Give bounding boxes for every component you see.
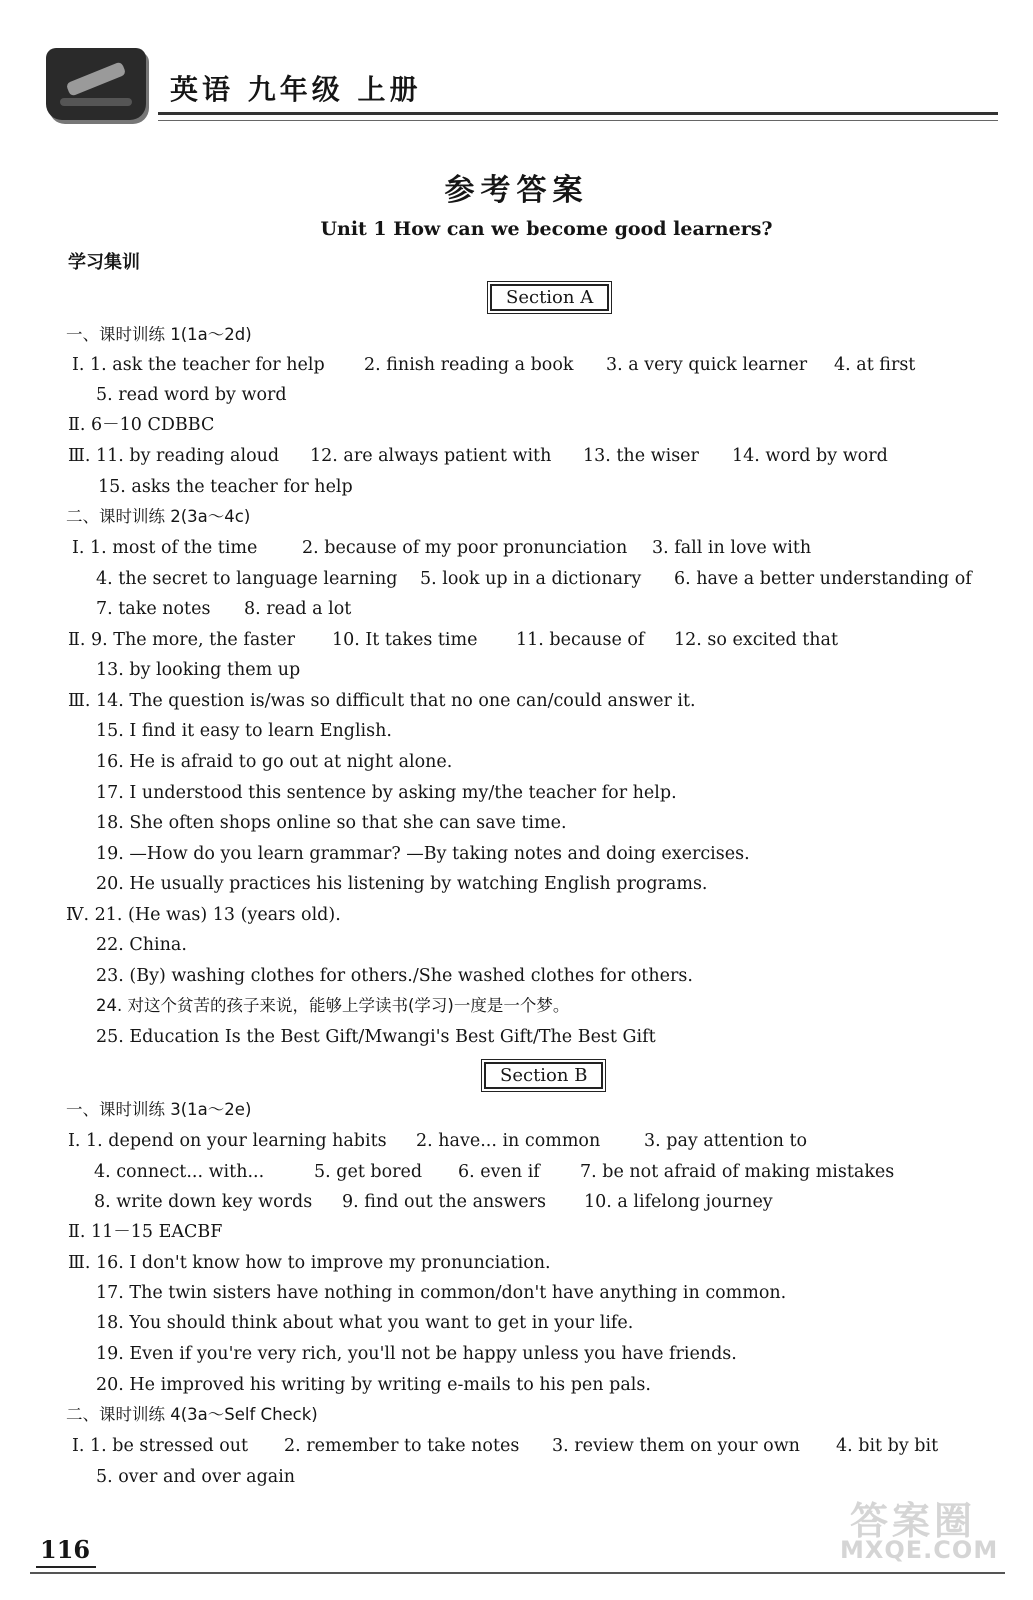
answer-item: 9. find out the answers [342,1192,546,1212]
answer-item: Ⅳ. 21. (He was) 13 (years old). [66,905,341,925]
answer-item: 8. read a lot [244,599,352,619]
unit-title: Unit 1 How can we become good learners? [320,218,773,240]
answer-item: 24. 对这个贫苦的孩子来说，能够上学读书(学习)一度是一个梦。 [96,996,570,1015]
answer-item: 5. get bored [314,1162,423,1182]
answer-item: 2. because of my poor pronunciation [302,538,628,558]
answer-item: Ⅱ. 11－15 EACBF [68,1222,223,1242]
section-b-label: Section B [484,1062,603,1089]
page-header [40,40,1000,130]
header-rule [158,112,998,115]
answer-item: 17. The twin sisters have nothing in common/don't have anything in common. [96,1283,787,1303]
part-label: 学习集训 [68,252,140,273]
answer-item: Ⅰ. 1. depend on your learning habits [68,1131,387,1151]
answer-item: 18. She often shops online so that she can save time. [96,813,567,833]
book-logo-icon [46,48,146,120]
answer-item: 11. because of [516,630,645,650]
answer-item: 20. He usually practices his listening by watching English programs. [96,874,708,894]
answer-item: 14. word by word [732,446,888,466]
answer-item: Ⅰ. 1. ask the teacher for help [72,355,325,375]
answer-item: 16. He is afraid to go out at night alone. [96,752,453,772]
answer-item: 8. write down key words [94,1192,313,1212]
answer-item: Ⅱ. 9. The more, the faster [68,630,295,650]
answer-item: 3. fall in love with [652,538,812,558]
watermark [840,1490,1010,1570]
answer-item: 19. Even if you're very rich, you'll not be happy unless you have friends. [96,1344,737,1364]
answer-item: 4. bit by bit [836,1436,939,1456]
answer-item: 20. He improved his writing by writing e-mails to his pen pals. [96,1375,651,1395]
answer-item: Ⅱ. 6－10 CDBBC [68,415,215,435]
page-title: 参考答案 [444,173,589,208]
footer-rule [30,1572,1005,1574]
answer-item: 3. pay attention to [644,1131,808,1151]
page-number: 116 [40,1535,91,1564]
answer-item: 15. I find it easy to learn English. [96,721,392,741]
answer-item: Ⅰ. 1. most of the time [72,538,258,558]
answer-item: 5. read word by word [96,385,287,405]
answer-item: 15. asks the teacher for help [98,477,353,497]
answer-item: 2. finish reading a book [364,355,574,375]
answer-item: Ⅰ. 1. be stressed out [72,1436,249,1456]
answer-item: 25. Education Is the Best Gift/Mwangi's Best Gift/The Best Gift [96,1027,656,1047]
watermark-text: 答案圈 [850,1499,977,1543]
answer-item: 12. are always patient with [310,446,552,466]
section-a-label: Section A [490,284,609,311]
lesson-1-heading: 一、课时训练 1(1a～2d) [66,325,252,344]
answer-item: 18. You should think about what you want to get in your life. [96,1313,634,1333]
answer-item: 13. by looking them up [96,660,301,680]
answer-item: 17. I understood this sentence by asking my/the teacher for help. [96,783,677,803]
answer-item: 10. a lifelong journey [584,1192,773,1212]
lesson-3-heading: 一、课时训练 3(1a～2e) [66,1100,252,1119]
answer-item: 7. be not afraid of making mistakes [580,1162,895,1182]
watermark-url: MXQE.COM [840,1536,999,1564]
answer-item: Ⅲ. 11. by reading aloud [68,446,280,466]
answer-item: 5. over and over again [96,1467,296,1487]
answer-item: 4. connect... with... [94,1162,265,1182]
answer-item: 7. take notes [96,599,211,619]
header-rule-thin [158,120,998,121]
lesson-2-heading: 二、课时训练 2(3a～4c) [66,507,251,526]
answer-item: 22. China. [96,935,187,955]
answer-item: 6. have a better understanding of [674,569,972,589]
answer-item: 12. so excited that [674,630,839,650]
book-title: 英语 九年级 上册 [170,73,422,106]
answer-item: Ⅲ. 14. The question is/was so difficult that no one can/could answer it. [68,691,696,711]
answer-item: 19. —How do you learn grammar? —By taking notes and doing exercises. [96,844,750,864]
answer-item: 3. review them on your own [552,1436,800,1456]
lesson-4-heading: 二、课时训练 4(3a～Self Check) [66,1405,318,1424]
answer-item: 3. a very quick learner [606,355,808,375]
answer-item: 2. have... in common [416,1131,601,1151]
answer-item: 2. remember to take notes [284,1436,520,1456]
answer-item: 4. at first [834,355,916,375]
answer-item: 13. the wiser [583,446,699,466]
answer-item: Ⅲ. 16. I don't know how to improve my pronunciation. [68,1253,551,1273]
answer-item: 6. even if [458,1162,540,1182]
answer-item: 10. It takes time [332,630,478,650]
answer-item: 5. look up in a dictionary [420,569,642,589]
answer-item: 4. the secret to language learning [96,569,398,589]
answer-item: 23. (By) washing clothes for others./She washed clothes for others. [96,966,693,986]
